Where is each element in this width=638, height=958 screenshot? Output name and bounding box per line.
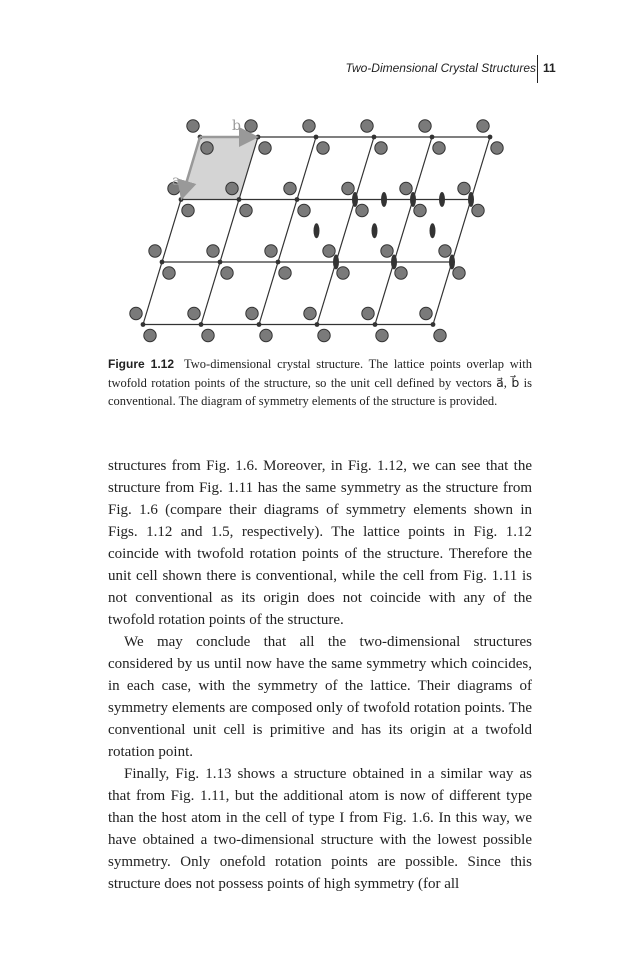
lattice-point bbox=[179, 197, 184, 202]
lattice-point bbox=[430, 135, 435, 140]
lattice-point bbox=[276, 260, 281, 265]
atom bbox=[130, 307, 142, 319]
lattice-line bbox=[317, 137, 374, 325]
lattice-point bbox=[353, 197, 358, 202]
atom bbox=[182, 204, 194, 216]
atom bbox=[259, 142, 271, 154]
paragraph-3: Finally, Fig. 1.13 shows a structure obtained in a similar way as that from Fig. 1.11, but the additional atom is now of different type than the host atom in the cell of type I from Fig. 1.6. In this way, we have obtained a two-dimensional structure with the lowest possible symmetry. Only onefold rotation points are possible. Since this structure does not possess points of high symmetry (for all bbox=[108, 766, 532, 892]
atom bbox=[375, 142, 387, 154]
atom bbox=[188, 307, 200, 319]
atom bbox=[342, 182, 354, 194]
vector-a-label: a bbox=[172, 173, 181, 189]
lattice-point bbox=[315, 322, 320, 327]
twofold-rotation-symbol bbox=[314, 223, 320, 238]
atom bbox=[477, 120, 489, 132]
lattice-point bbox=[141, 322, 146, 327]
atom bbox=[303, 120, 315, 132]
lattice-point bbox=[199, 322, 204, 327]
atom bbox=[419, 120, 431, 132]
atom bbox=[376, 329, 388, 341]
atom bbox=[163, 267, 175, 279]
atom bbox=[439, 245, 451, 257]
atom bbox=[298, 204, 310, 216]
atom bbox=[381, 245, 393, 257]
atom bbox=[317, 142, 329, 154]
atom bbox=[226, 182, 238, 194]
atom bbox=[207, 245, 219, 257]
atom bbox=[458, 182, 470, 194]
header-rule bbox=[537, 55, 538, 83]
lattice-point bbox=[392, 260, 397, 265]
running-head-title: Two-Dimensional Crystal Structures bbox=[345, 61, 536, 75]
atom bbox=[395, 267, 407, 279]
atom bbox=[362, 307, 374, 319]
paragraph-2: We may conclude that all the two-dimensional structures considered by us until now have the same symmetry which coincides, in each case, with the symmetry of the lattice. Their diagrams of symmetry elements are composed only of twofold rotation points. The conventional unit cell is primitive and has its origin at a twofold rotation point. bbox=[108, 634, 532, 760]
body-text bbox=[108, 455, 532, 895]
twofold-rotation-symbol bbox=[430, 223, 436, 238]
atom bbox=[356, 204, 368, 216]
lattice-point bbox=[314, 135, 319, 140]
vector-b-label: b bbox=[232, 118, 241, 134]
lattice-point bbox=[450, 260, 455, 265]
lattice-point bbox=[256, 135, 261, 140]
atom bbox=[260, 329, 272, 341]
atom bbox=[201, 142, 213, 154]
twofold-rotation-symbol bbox=[439, 192, 445, 207]
atom bbox=[433, 142, 445, 154]
paragraph-1: structures from Fig. 1.6. Moreover, in Fig. 1.12, we can see that the structure from Fig. 1.11 has the same symmetry as the structure from Fig. 1.6 (compare their diagrams of symmetry elements shown in Figs. 1.12 and 1.5, respectively). The lattice points in Fig. 1.12 coincide with twofold rotation points of the structure. Therefore the unit cell shown there is conventional, while the cell from Fig. 1.11 is not conventional as its origin does not coincide with any of the twofold rotation points of the structure. bbox=[108, 458, 532, 628]
atom bbox=[284, 182, 296, 194]
twofold-rotation-symbol bbox=[372, 223, 378, 238]
atom bbox=[491, 142, 503, 154]
atom bbox=[400, 182, 412, 194]
atom bbox=[202, 329, 214, 341]
lattice-point bbox=[295, 197, 300, 202]
page-number: 11 bbox=[543, 61, 556, 75]
atom bbox=[361, 120, 373, 132]
figure-caption bbox=[108, 355, 532, 411]
atom bbox=[337, 267, 349, 279]
atom bbox=[144, 329, 156, 341]
atom bbox=[245, 120, 257, 132]
atom bbox=[221, 267, 233, 279]
atom bbox=[414, 204, 426, 216]
atom bbox=[246, 307, 258, 319]
lattice-point bbox=[469, 197, 474, 202]
atom bbox=[149, 245, 161, 257]
lattice-point bbox=[372, 135, 377, 140]
unit-cell bbox=[181, 137, 258, 200]
atom bbox=[318, 329, 330, 341]
crystal-structure-figure bbox=[100, 110, 540, 350]
lattice-line bbox=[259, 137, 316, 325]
lattice-point bbox=[237, 197, 242, 202]
lattice-point bbox=[334, 260, 339, 265]
lattice-point bbox=[160, 260, 165, 265]
atom bbox=[453, 267, 465, 279]
atom bbox=[279, 267, 291, 279]
atom bbox=[420, 307, 432, 319]
lattice-point bbox=[431, 322, 436, 327]
lattice-point bbox=[488, 135, 493, 140]
atom bbox=[472, 204, 484, 216]
atom bbox=[304, 307, 316, 319]
lattice-point bbox=[218, 260, 223, 265]
twofold-rotation-symbol bbox=[381, 192, 387, 207]
lattice-line bbox=[433, 137, 490, 325]
atom bbox=[187, 120, 199, 132]
lattice-point bbox=[411, 197, 416, 202]
atom bbox=[434, 329, 446, 341]
lattice-point bbox=[257, 322, 262, 327]
lattice-point bbox=[373, 322, 378, 327]
caption-text: Two-dimensional crystal structure. The lattice points overlap with twofold rotation points of the structure, so the unit cell defined by vectors a⃗, b⃗ is conventional. The diagram of symmetry elements of the structure is provided. bbox=[108, 357, 532, 408]
atom bbox=[265, 245, 277, 257]
figure-label: Figure 1.12 bbox=[108, 357, 175, 371]
atom bbox=[240, 204, 252, 216]
lattice-line bbox=[375, 137, 432, 325]
atom bbox=[323, 245, 335, 257]
